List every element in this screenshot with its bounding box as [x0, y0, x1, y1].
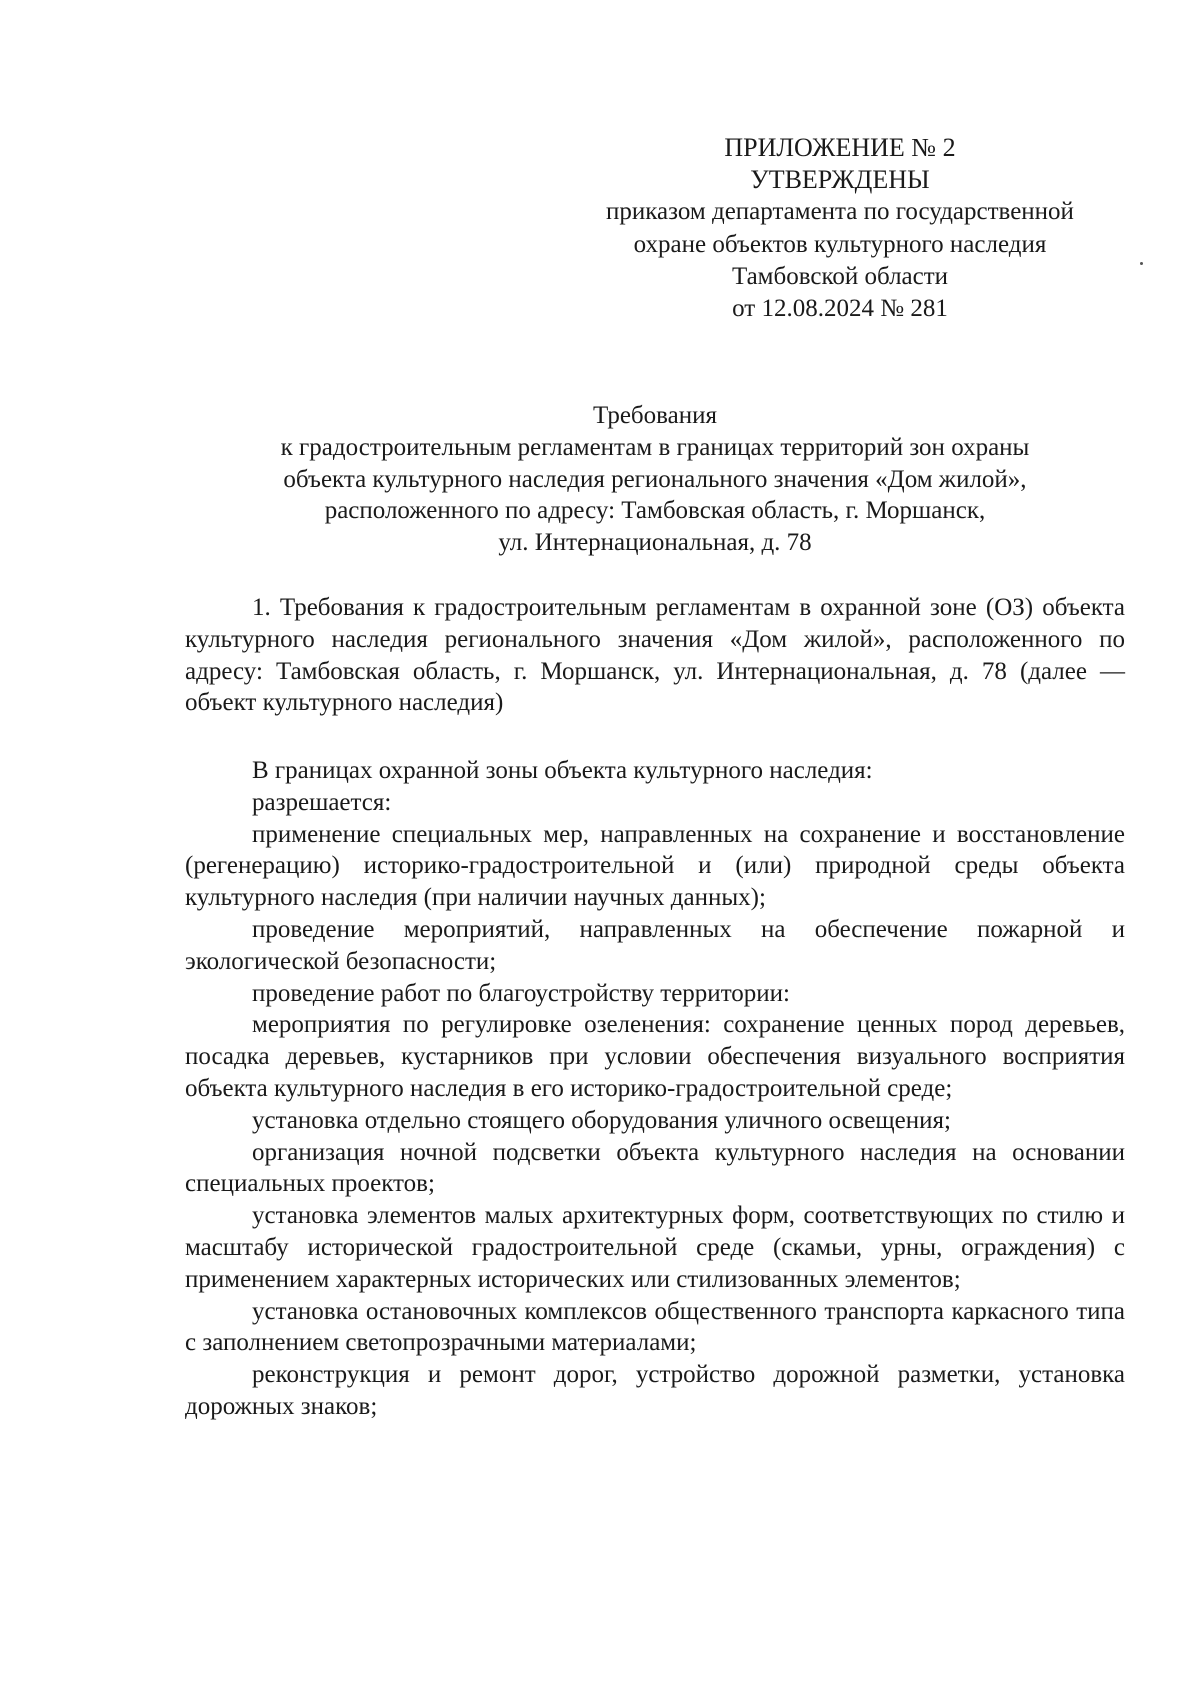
- list-item: проведение работ по благоустройству территории:: [252, 979, 790, 1007]
- list-item: реконструкция и ремонт дорог, устройство дорожной разметки, установка дорожных знаков;: [185, 1361, 1125, 1420]
- order-line: приказом департамента по государственной: [606, 198, 1074, 226]
- list-item: установка остановочных комплексов общественного транспорта каркасного типа с заполнением светопрозрачными материалами;: [185, 1297, 1125, 1357]
- section-body: [185, 755, 1125, 1423]
- document-title: [185, 400, 1125, 559]
- list-item: установка элементов малых архитектурных форм, соответствующих по стилю и масштабу исторической градостроительной среде (скамьи, урны, ограждения) с применением характерных исторических или стилизованных элементов;: [185, 1202, 1125, 1293]
- title-subline: ул. Интернациональная, д. 78: [498, 529, 812, 557]
- title-subline: расположенного по адресу: Тамбовская область, г. Моршанск,: [324, 497, 986, 525]
- order-line: охране объектов культурного наследия: [633, 230, 1047, 258]
- list-item: организация ночной подсветки объекта культурного наследия на основании специальных проектов;: [185, 1138, 1125, 1198]
- list-item: мероприятия по регулировке озеленения: сохранение ценных пород деревьев, посадка деревьев, кустарников при условии обеспечения визуального восприятия объекта культурного наследия в его историко-градостроительной среде;: [185, 1011, 1125, 1102]
- section-1-heading: 1. Требования к градостроительным регламентам в охранной зоне (ОЗ) объекта культурного наследия регионального значения «Дом жилой», расположенного по адресу: Тамбовская область, г. Моршанск, ул. Интернациональная, д. 78 (далее — объект культурного наследия): [185, 594, 1125, 717]
- order-line: Тамбовской области: [731, 262, 949, 290]
- list-item: применение специальных мер, направленных на сохранение и восстановление (регенерацию) историко-градостроительной и (или) природной среды объекта культурного наследия (при наличии научных данных);: [185, 820, 1125, 912]
- approval-header: [570, 132, 1110, 325]
- title-heading: Требования: [593, 402, 717, 429]
- intro-paragraph: В границах охранной зоны объекта культурного наследия:: [252, 757, 873, 784]
- order-date-number: от 12.08.2024 № 281: [732, 295, 948, 323]
- approved-label: УТВЕРЖДЕНЫ: [750, 165, 930, 195]
- title-subline: к градостроительным регламентам в границах территорий зон охраны: [280, 433, 1030, 461]
- appendix-label: ПРИЛОЖЕНИЕ № 2: [724, 133, 956, 162]
- list-item: установка отдельно стоящего оборудования уличного освещения;: [252, 1106, 951, 1134]
- section-1: [185, 592, 1125, 719]
- allowed-label: разрешается:: [252, 788, 392, 816]
- list-item: проведение мероприятий, направленных на обеспечение пожарной и экологической безопасности;: [185, 915, 1125, 975]
- scan-speck: [1140, 262, 1143, 265]
- title-subline: объекта культурного наследия регионального значения «Дом жилой»,: [283, 465, 1027, 493]
